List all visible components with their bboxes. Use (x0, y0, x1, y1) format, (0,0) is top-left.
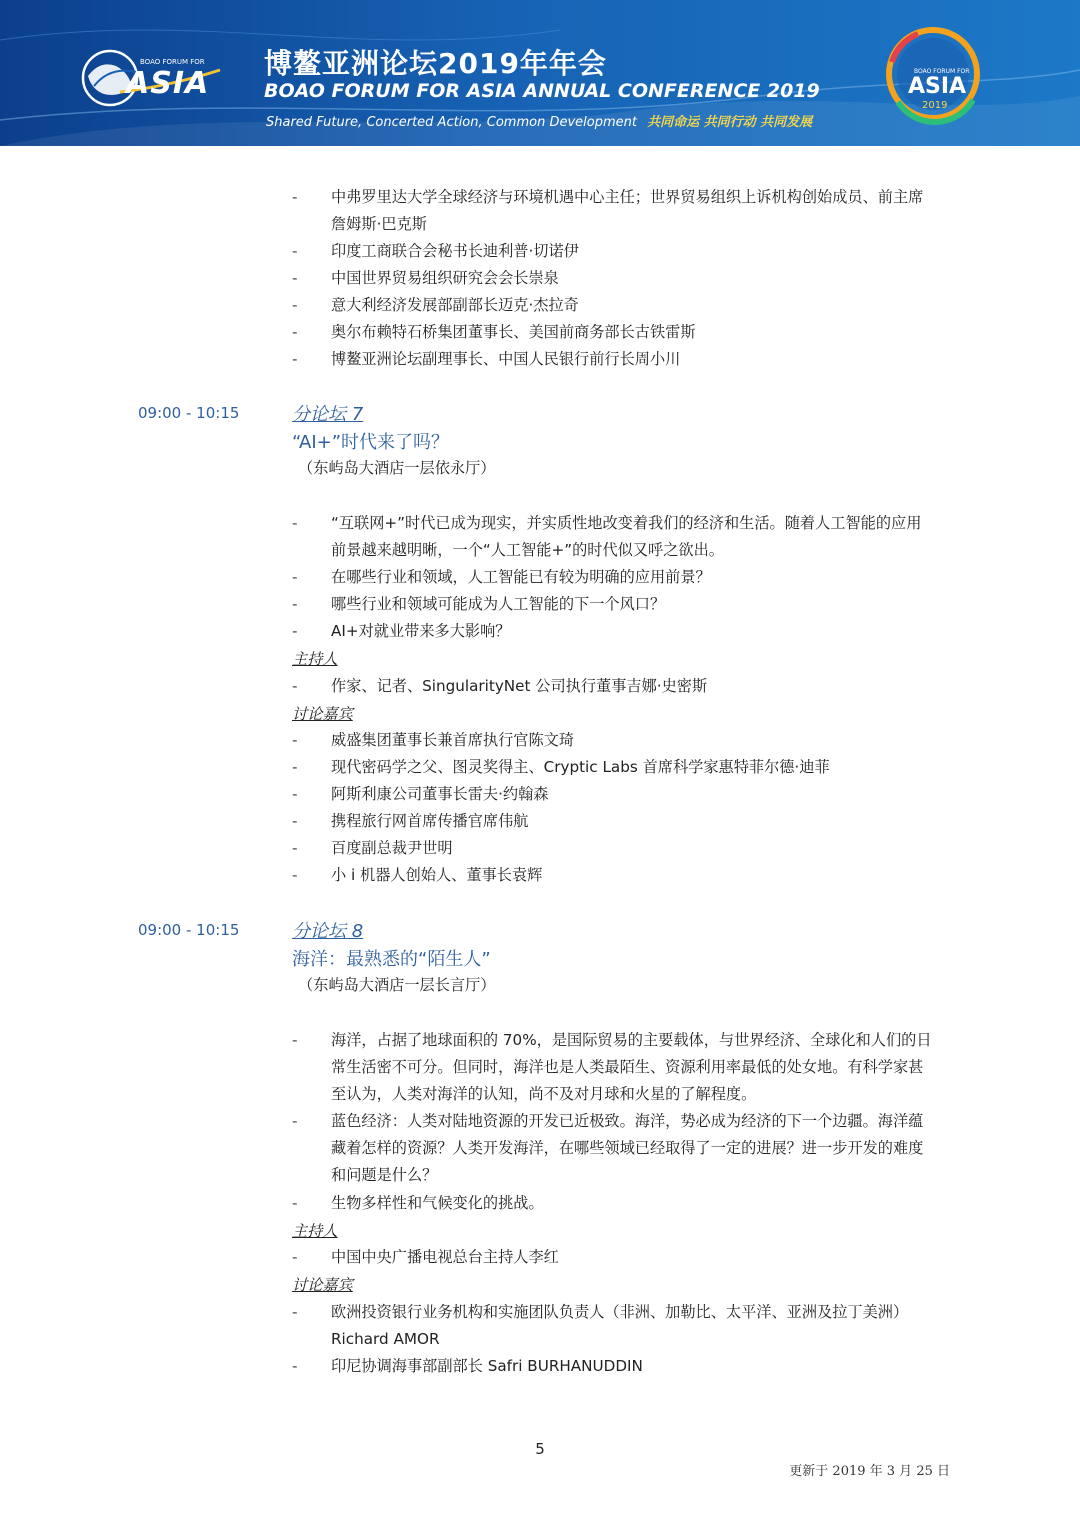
session-title: 海洋：最熟悉的“陌生人” (292, 949, 491, 970)
conference-title-cn: 博鳌亚洲论坛2019年年会 (264, 47, 607, 80)
bullet-dash: - (292, 242, 298, 260)
bullet-dash: - (292, 323, 298, 341)
list-item: - 携程旅行网首席传播官席伟航 (292, 808, 932, 835)
list-item: - AI+对就业带来多大影响？ (292, 618, 932, 645)
bullet-dash: - (292, 785, 298, 803)
bullet-dash: - (292, 812, 298, 830)
bullet-dash: - (292, 1303, 298, 1321)
bullet-dash: - (292, 595, 298, 613)
session-venue: （东屿岛大酒店一层依永厅） (298, 459, 496, 477)
bullet-dash: - (292, 1357, 298, 1375)
list-item: - 在哪些行业和领域，人工智能已有较为明确的应用前景？ (292, 564, 932, 591)
header-banner (0, 0, 1080, 146)
bullet-dash: - (292, 514, 298, 532)
bullet-dash: - (292, 269, 298, 287)
panel-label: 讨论嘉宾 (292, 1276, 353, 1294)
list-item: - 中弗罗里达大学全球经济与环境机遇中心主任；世界贸易组织上诉机构创始成员、前主席詹姆斯·巴克斯 (292, 184, 932, 238)
bullet-dash: - (292, 758, 298, 776)
page-number: 5 (535, 1440, 545, 1458)
list-item: - 印度工商联合会秘书长迪利普·切诺伊 (292, 238, 932, 265)
forum-number: 分论坛 7 (292, 404, 364, 425)
list-item: - 奥尔布赖特石桥集团董事长、美国前商务部长古铁雷斯 (292, 319, 932, 346)
session-time: 09:00 - 10:15 (138, 404, 240, 422)
logo-right-big-text: ASIA (908, 74, 967, 99)
conference-title-en: BOAO FORUM FOR ASIA ANNUAL CONFERENCE 2019 (264, 80, 820, 102)
bfa-logo-left (80, 46, 240, 110)
bfa-2019-logo-right (878, 22, 988, 126)
logo-right-small-text: BOAO FORUM FOR (914, 68, 970, 75)
bullet-dash: - (292, 1112, 298, 1130)
list-item: - 作家、记者、SingularityNet 公司执行董事吉娜·史密斯 (292, 673, 932, 700)
session-title: “AI+”时代来了吗？ (292, 432, 450, 453)
bullet-dash: - (292, 568, 298, 586)
moderator-label: 主持人 (292, 650, 338, 668)
bullet-dash: - (292, 731, 298, 749)
bullet-dash: - (292, 188, 298, 206)
list-item: - 印尼协调海事部副部长 Safri BURHANUDDIN (292, 1353, 932, 1380)
bullet-dash: - (292, 296, 298, 314)
moderator-label: 主持人 (292, 1222, 338, 1240)
logo-left-small-text: BOAO FORUM FOR (140, 58, 205, 66)
list-item: - “互联网+”时代已成为现实，并实质性地改变着我们的经济和生活。随着人工智能的应用前景越来越明晰，一个“人工智能+”的时代似又呼之欲出。 (292, 510, 932, 564)
bullet-dash: - (292, 1194, 298, 1212)
logo-left-big-text: ASIA (126, 66, 210, 101)
list-item: - 海洋，占据了地球面积的 70%，是国际贸易的主要载体，与世界经济、全球化和人们的日常生活密不可分。但同时，海洋也是人类最陌生、资源利用率最低的处女地。有科学家甚至认为，人类对海洋的认知，尚不及对月球和火星的了解程度。 (292, 1027, 932, 1108)
bullet-dash: - (292, 350, 298, 368)
session-time: 09:00 - 10:15 (138, 921, 240, 939)
panel-label: 讨论嘉宾 (292, 705, 353, 723)
slogan-en: Shared Future, Concerted Action, Common Development (266, 115, 637, 130)
updated-date: 更新于 2019 年 3 月 25 日 (789, 1464, 950, 1479)
bullet-dash: - (292, 1248, 298, 1266)
list-item: - 蓝色经济：人类对陆地资源的开发已近极致。海洋，势必成为经济的下一个边疆。海洋蕴藏着怎样的资源？人类开发海洋，在哪些领域已经取得了一定的进展？进一步开发的难度和问题是什么？ (292, 1108, 932, 1189)
list-item: - 欧洲投资银行业务机构和实施团队负责人（非洲、加勒比、太平洋、亚洲及拉丁美洲）Richard AMOR (292, 1299, 932, 1353)
bullet-dash: - (292, 622, 298, 640)
list-item: - 中国中央广播电视总台主持人李红 (292, 1244, 932, 1271)
list-item: - 中国世界贸易组织研究会会长崇泉 (292, 265, 932, 292)
logo-right-year: 2019 (922, 100, 948, 111)
bullet-dash: - (292, 839, 298, 857)
session-venue: （东屿岛大酒店一层长言厅） (298, 976, 496, 994)
list-item: - 意大利经济发展部副部长迈克·杰拉奇 (292, 292, 932, 319)
conference-slogan (266, 111, 812, 130)
slogan-cn: 共同命运 共同行动 共同发展 (647, 115, 813, 130)
list-item: - 阿斯利康公司董事长雷夫·约翰森 (292, 781, 932, 808)
list-item: - 现代密码学之父、图灵奖得主、Cryptic Labs 首席科学家惠特菲尔德·迪菲 (292, 754, 932, 781)
list-item: - 小 i 机器人创始人、董事长袁辉 (292, 862, 932, 889)
list-item: - 哪些行业和领域可能成为人工智能的下一个风口？ (292, 591, 932, 618)
bullet-dash: - (292, 1031, 298, 1049)
list-item: - 博鳌亚洲论坛副理事长、中国人民银行前行长周小川 (292, 346, 932, 373)
bullet-dash: - (292, 866, 298, 884)
bullet-dash: - (292, 677, 298, 695)
forum-number: 分论坛 8 (292, 921, 364, 942)
list-item: - 生物多样性和气候变化的挑战。 (292, 1190, 932, 1217)
list-item: - 威盛集团董事长兼首席执行官陈文琦 (292, 727, 932, 754)
list-item: - 百度副总裁尹世明 (292, 835, 932, 862)
